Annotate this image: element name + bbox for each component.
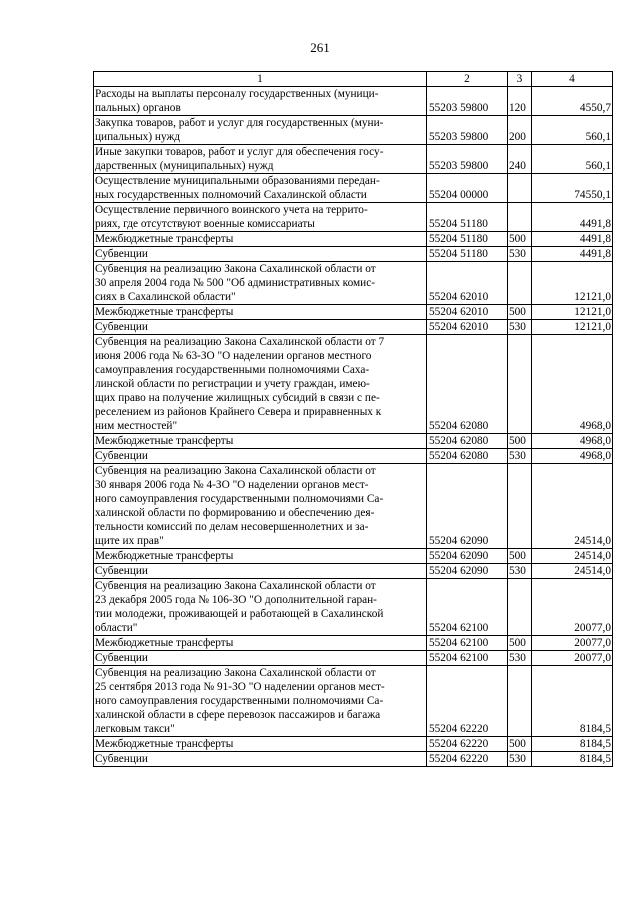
row-code-cell: 55204 51180: [427, 247, 508, 262]
row-code-cell: 55204 62090: [427, 549, 508, 564]
row-amount-cell: 24514,0: [532, 564, 613, 579]
row-name-cell: Субвенция на реализацию Закона Сахалинской области от 23 декабря 2005 года № 106-ЗО "О дополнительной гаран- тии молодежи, проживающей и работающей в Сахалинской области": [94, 579, 427, 636]
row-code-cell: 55204 62100: [427, 636, 508, 651]
table-row: [94, 636, 613, 651]
page-number: 261: [310, 40, 330, 55]
row-name-cell: Межбюджетные трансферты: [94, 232, 427, 247]
row-code-cell: 55204 00000: [427, 174, 508, 203]
row-amount-cell: 12121,0: [532, 305, 613, 320]
row-type-cell: 500: [508, 232, 532, 247]
row-code-cell: 55204 62220: [427, 666, 508, 737]
row-type-cell: 120: [508, 87, 532, 116]
row-type-cell: [508, 203, 532, 232]
row-code-cell: 55204 62080: [427, 449, 508, 464]
row-name-cell: Закупка товаров, работ и услуг для государственных (муни- ципальных) нужд: [94, 116, 427, 145]
table-row: [94, 449, 613, 464]
column-header: 3: [508, 72, 532, 87]
row-amount-cell: 20077,0: [532, 636, 613, 651]
row-name-cell: Субвенции: [94, 752, 427, 767]
row-amount-cell: 4491,8: [532, 203, 613, 232]
row-code-cell: 55204 62100: [427, 651, 508, 666]
row-name-cell: Субвенции: [94, 449, 427, 464]
row-name-cell: Субвенции: [94, 651, 427, 666]
table-row: [94, 335, 613, 434]
row-name-cell: Иные закупки товаров, работ и услуг для обеспечения госу- дарственных (муниципальных) нужд: [94, 145, 427, 174]
row-code-cell: 55204 62220: [427, 752, 508, 767]
table-row: [94, 737, 613, 752]
row-type-cell: 530: [508, 564, 532, 579]
row-amount-cell: 4968,0: [532, 449, 613, 464]
row-code-cell: 55204 62010: [427, 262, 508, 305]
row-amount-cell: 20077,0: [532, 651, 613, 666]
row-type-cell: 530: [508, 320, 532, 335]
column-header: 4: [532, 72, 613, 87]
row-code-cell: 55204 62010: [427, 320, 508, 335]
row-code-cell: 55204 62100: [427, 579, 508, 636]
row-amount-cell: 12121,0: [532, 320, 613, 335]
row-type-cell: 530: [508, 247, 532, 262]
row-name-cell: Субвенция на реализацию Закона Сахалинской области от 30 января 2006 года № 4-ЗО "О наделении органов мест- ного самоуправления государственными полномочиями Са- халинской области по формированию и обеспечению дея- тельности комиссий по делам несовершеннолетних и за- щите их прав": [94, 464, 427, 549]
row-amount-cell: 74550,1: [532, 174, 613, 203]
column-header: 2: [427, 72, 508, 87]
row-amount-cell: 20077,0: [532, 579, 613, 636]
budget-table: [93, 71, 613, 767]
row-type-cell: 500: [508, 549, 532, 564]
table-row: [94, 320, 613, 335]
row-type-cell: 500: [508, 305, 532, 320]
table-row: [94, 116, 613, 145]
table-row: [94, 666, 613, 737]
column-header: 1: [94, 72, 427, 87]
row-amount-cell: 4968,0: [532, 434, 613, 449]
row-amount-cell: 560,1: [532, 116, 613, 145]
table-row: [94, 87, 613, 116]
row-amount-cell: 24514,0: [532, 549, 613, 564]
row-amount-cell: 4550,7: [532, 87, 613, 116]
row-type-cell: [508, 262, 532, 305]
table-row: [94, 262, 613, 305]
row-code-cell: 55203 59800: [427, 116, 508, 145]
row-code-cell: 55204 51180: [427, 232, 508, 247]
row-name-cell: Субвенции: [94, 247, 427, 262]
row-code-cell: 55204 62090: [427, 564, 508, 579]
table-header-row: [94, 72, 613, 87]
row-amount-cell: 4491,8: [532, 232, 613, 247]
row-type-cell: 530: [508, 449, 532, 464]
row-type-cell: 500: [508, 636, 532, 651]
row-type-cell: [508, 464, 532, 549]
row-name-cell: Субвенция на реализацию Закона Сахалинской области от 30 апреля 2004 года № 500 "Об административных комис- сиях в Сахалинской области": [94, 262, 427, 305]
row-type-cell: 530: [508, 752, 532, 767]
row-amount-cell: 4491,8: [532, 247, 613, 262]
row-amount-cell: 560,1: [532, 145, 613, 174]
table-row: [94, 579, 613, 636]
row-code-cell: 55204 62080: [427, 335, 508, 434]
row-amount-cell: 4968,0: [532, 335, 613, 434]
row-name-cell: Межбюджетные трансферты: [94, 636, 427, 651]
table-row: [94, 752, 613, 767]
row-code-cell: 55204 62010: [427, 305, 508, 320]
row-type-cell: [508, 666, 532, 737]
row-amount-cell: 8184,5: [532, 666, 613, 737]
row-type-cell: 200: [508, 116, 532, 145]
row-code-cell: 55204 62080: [427, 434, 508, 449]
row-amount-cell: 12121,0: [532, 262, 613, 305]
row-name-cell: Межбюджетные трансферты: [94, 549, 427, 564]
row-code-cell: 55204 51180: [427, 203, 508, 232]
row-name-cell: Расходы на выплаты персоналу государственных (муници- пальных) органов: [94, 87, 427, 116]
table-row: [94, 464, 613, 549]
table-row: [94, 651, 613, 666]
row-name-cell: Межбюджетные трансферты: [94, 305, 427, 320]
table-row: [94, 203, 613, 232]
row-name-cell: Межбюджетные трансферты: [94, 434, 427, 449]
row-amount-cell: 8184,5: [532, 752, 613, 767]
table-row: [94, 174, 613, 203]
row-type-cell: 500: [508, 434, 532, 449]
table-row: [94, 145, 613, 174]
table-row: [94, 564, 613, 579]
row-name-cell: Субвенции: [94, 564, 427, 579]
table-row: [94, 232, 613, 247]
row-code-cell: 55204 62220: [427, 737, 508, 752]
table-row: [94, 247, 613, 262]
row-name-cell: Субвенции: [94, 320, 427, 335]
row-code-cell: 55204 62090: [427, 464, 508, 549]
row-type-cell: [508, 579, 532, 636]
row-type-cell: [508, 174, 532, 203]
row-amount-cell: 24514,0: [532, 464, 613, 549]
table-row: [94, 549, 613, 564]
row-name-cell: Осуществление первичного воинского учета на террито- риях, где отсутствуют военные комиссариаты: [94, 203, 427, 232]
row-name-cell: Субвенция на реализацию Закона Сахалинской области от 7 июня 2006 года № 63-ЗО "О наделении органов местного самоуправления государственными полномочиями Саха- линской области по регистрации и учету граждан, имею- щих право на получение жилищных субсидий в связи с пе- реселением из районов Крайнего Севера и приравненных к ним местностей": [94, 335, 427, 434]
row-type-cell: 530: [508, 651, 532, 666]
row-name-cell: Межбюджетные трансферты: [94, 737, 427, 752]
row-type-cell: [508, 335, 532, 434]
table-row: [94, 305, 613, 320]
row-type-cell: 500: [508, 737, 532, 752]
row-name-cell: Субвенция на реализацию Закона Сахалинской области от 25 сентября 2013 года № 91-ЗО "О наделении органов мест- ного самоуправления государственными полномочиями Са- халинской области в сфере перевозок пассажиров и багажа легковым такси": [94, 666, 427, 737]
table-row: [94, 434, 613, 449]
row-amount-cell: 8184,5: [532, 737, 613, 752]
row-code-cell: 55203 59800: [427, 87, 508, 116]
row-name-cell: Осуществление муниципальными образованиями передан- ных государственных полномочий Сахалинской области: [94, 174, 427, 203]
row-type-cell: 240: [508, 145, 532, 174]
row-code-cell: 55203 59800: [427, 145, 508, 174]
